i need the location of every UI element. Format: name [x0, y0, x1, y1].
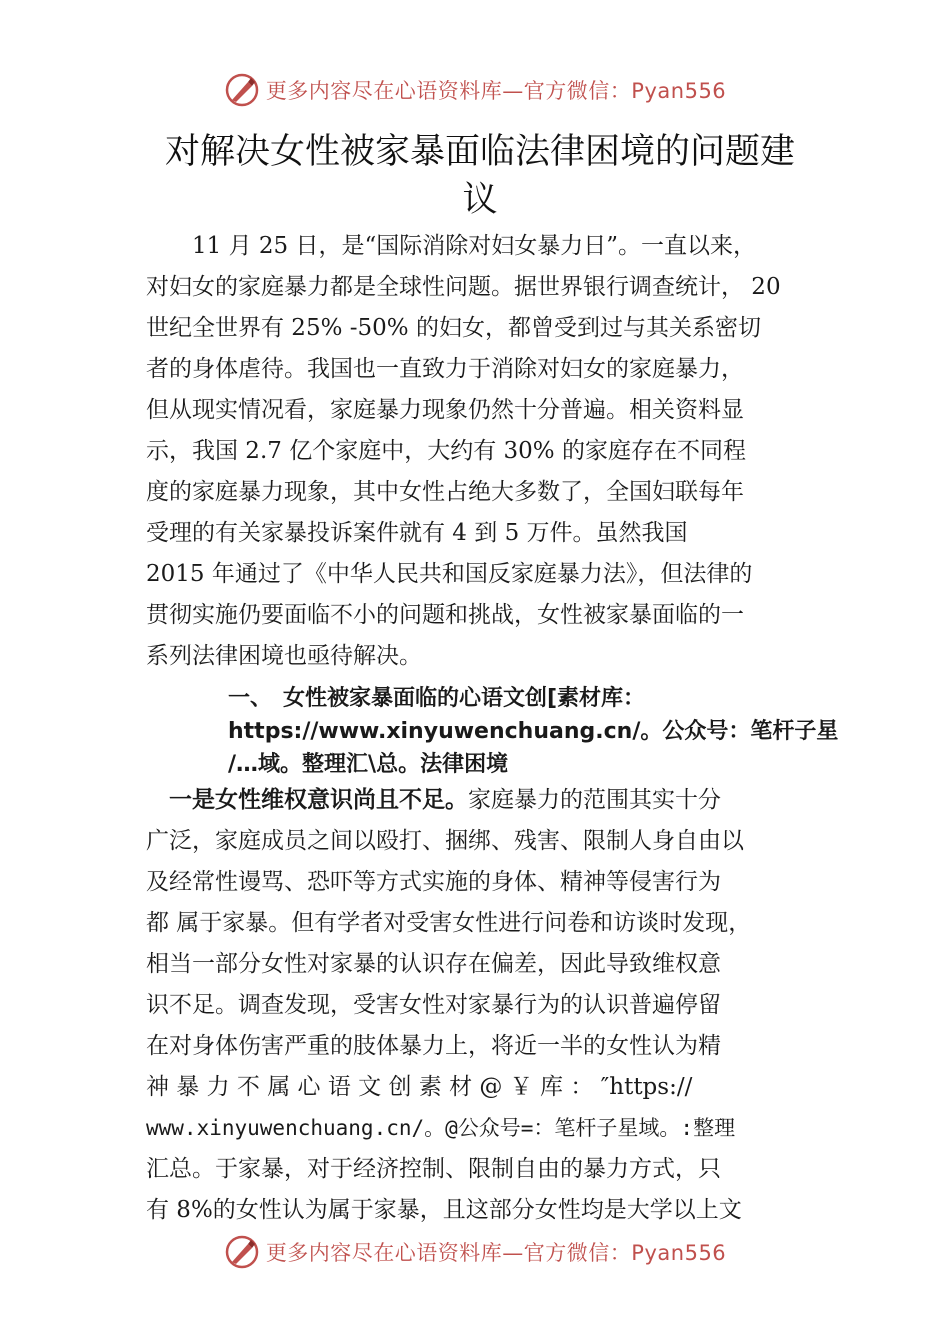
watermark-text: 更多内容尽在心语资料库—官方微信：Pyan556: [265, 1241, 727, 1265]
text-line: 贯彻实施仍要面临不小的问题和挑战，女性被家暴面临的一: [146, 602, 744, 628]
text-line: 汇总。于家暴，对于经济控制、限制自由的暴力方式，只: [146, 1156, 721, 1182]
text-line: 示，我国 2.7 亿个家庭中，大约有 30% 的家庭存在不同程: [146, 438, 746, 464]
paragraph-intro: [146, 226, 810, 677]
text-line: 相当一部分女性对家暴的认识存在偏差，因此导致维权意: [146, 951, 721, 977]
text-line: 有 8%的女性认为属于家暴，且这部分女性均是大学以上文: [146, 1197, 742, 1223]
text-line: 但从现实情况看，家庭暴力现象仍然十分普遍。相关资料显: [146, 397, 744, 423]
pen-circle-icon: [224, 1234, 260, 1270]
heading-line: 一、 女性被家暴面临的心语文创[素材库：: [228, 686, 646, 711]
watermark-text: 更多内容尽在心语资料库—官方微信：Pyan556: [265, 79, 727, 103]
text-line: [146, 780, 810, 821]
text-line: 11 月 25 日，是“国际消除对妇女暴力日”。一直以来，: [146, 233, 756, 259]
text-line: 都 属于家暴。但有学者对受害女性进行问卷和访谈时发现，: [146, 910, 752, 936]
text-line: 受理的有关家暴投诉案件就有 4 到 5 万件。虽然我国: [146, 520, 688, 546]
text-line: 者的身体虐待。我国也一直致力于消除对妇女的家庭暴力，: [146, 356, 744, 382]
text-line: 及经常性谩骂、恐吓等方式实施的身体、精神等侵害行为: [146, 869, 721, 895]
text-line: 世纪全世界有 25% -50% 的妇女，都曾受到过与其关系密切: [146, 315, 761, 341]
text-line: 神 暴 力 不 属 心 语 文 创 素 材 @ ￥ 库 ： ″https://: [146, 1074, 693, 1100]
section-heading: [228, 682, 848, 781]
text-line: 在对身体伤害严重的肢体暴力上，将近一半的女性认为精: [146, 1033, 721, 1059]
heading-line: /…域。整理汇\总。法律困境: [228, 752, 509, 777]
text-line: 识不足。调查发现，受害女性对家暴行为的认识普遍停留: [146, 992, 721, 1018]
text-line: 度的家庭暴力现象，其中女性占绝大多数了，全国妇联每年: [146, 479, 744, 505]
paragraph-lead: 一是女性维权意识尚且不足。: [169, 787, 468, 813]
text-line: 2015 年通过了《中华人民共和国反家庭暴力法》，但法律的: [146, 561, 753, 587]
title-line-2: 议: [462, 180, 498, 220]
document-title: [140, 128, 820, 224]
text-line: 广泛，家庭成员之间以殴打、捆绑、残害、限制人身自由以: [146, 828, 744, 854]
text-fragment: 家庭暴力的范围其实十分: [468, 787, 721, 813]
pen-circle-icon: [224, 72, 260, 108]
footer-watermark-banner: [0, 1232, 950, 1272]
text-line: www.xinyuwenchuang.cn/。@公众号=：笔杆子星域。:整理: [146, 1116, 736, 1140]
header-watermark-banner: [0, 70, 950, 110]
paragraph-rights-awareness: [146, 780, 810, 1231]
text-line: 对妇女的家庭暴力都是全球性问题。据世界银行调查统计， 20: [146, 274, 781, 300]
text-line: 系列法律困境也亟待解决。: [146, 643, 422, 669]
heading-line: https://www.xinyuwenchuang.cn/。公众号：笔杆子星: [228, 719, 839, 744]
title-line-1: 对解决女性被家暴面临法律困境的问题建: [164, 132, 795, 172]
